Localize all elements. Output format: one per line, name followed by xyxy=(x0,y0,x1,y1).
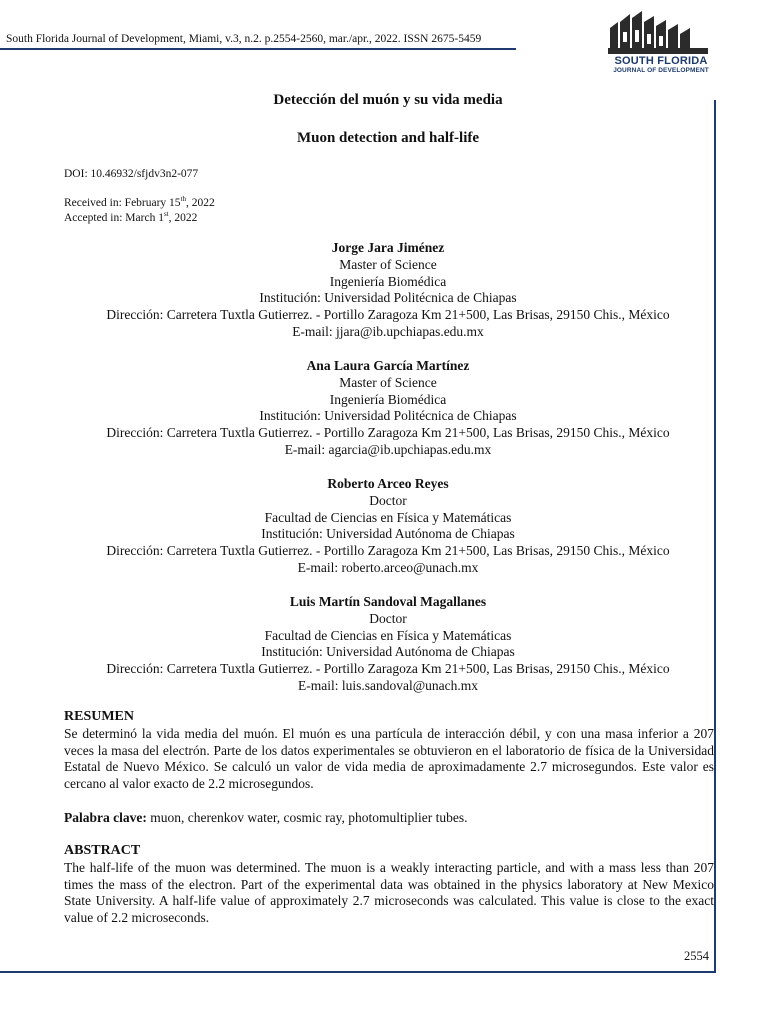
logo-title: SOUTH FLORIDA xyxy=(614,55,708,67)
author-degree: Master of Science xyxy=(339,256,437,272)
received-prefix: Received in: February 15 xyxy=(64,196,181,209)
author-address: Dirección: Carretera Tuxtla Gutierrez. - Portillo Zaragoza Km 21+500, Las Brisas, 29150 Chis., México xyxy=(106,425,670,441)
page-number: 2554 xyxy=(684,949,709,963)
author-email: E-mail: roberto.arceo@unach.mx xyxy=(297,559,479,575)
keywords-text: muon, cherenkov water, cosmic ray, photomultiplier tubes. xyxy=(146,810,468,825)
resumen-heading: RESUMEN xyxy=(64,709,135,724)
title-english: Muon detection and half-life xyxy=(296,130,480,146)
author-email: E-mail: agarcia@ib.upchiapas.edu.mx xyxy=(284,441,492,457)
author-block xyxy=(40,594,736,695)
received-date xyxy=(64,195,215,209)
author-department: Ingeniería Biomédica xyxy=(329,391,447,407)
author-block xyxy=(40,476,736,577)
title-spanish: Detección del muón y su vida media xyxy=(273,92,503,108)
author-institution: Institución: Universidad Autónoma de Chiapas xyxy=(261,526,515,542)
logo-subtitle: JOURNAL OF DEVELOPMENT xyxy=(613,67,709,74)
author-degree: Doctor xyxy=(369,610,407,626)
author-institution: Institución: Universidad Politécnica de Chiapas xyxy=(259,290,517,306)
author-department: Ingeniería Biomédica xyxy=(329,273,447,289)
keywords-label: Palabra clave: xyxy=(64,810,147,825)
accepted-prefix: Accepted in: March 1 xyxy=(64,211,164,224)
author-block xyxy=(40,358,736,459)
author-institution: Institución: Universidad Politécnica de Chiapas xyxy=(259,408,517,424)
author-department: Facultad de Ciencias en Física y Matemáticas xyxy=(264,627,512,643)
author-institution: Institución: Universidad Autónoma de Chiapas xyxy=(261,644,515,660)
author-name: Ana Laura García Martínez xyxy=(306,358,470,373)
resumen-text: Se determinó la vida media del muón. El muón es una partícula de interacción débil, y con una masa inferior a 207 veces la masa del electrón. Parte de los datos experimentales se obtuvieron en el laboratorio de física de la Universidad Estatal de Nuevo México. Se calculó un valor de vida media de aproximadamente 2.7 microsegundos. Este valor es cercano al valor exacto de 2.2 microsegundos. xyxy=(64,725,714,792)
keywords xyxy=(64,810,467,826)
author-name: Jorge Jara Jiménez xyxy=(331,240,445,255)
accepted-suffix: , 2022 xyxy=(168,211,198,224)
resumen-section xyxy=(64,709,714,793)
author-email: E-mail: luis.sandoval@unach.mx xyxy=(297,677,479,693)
abstract-section xyxy=(64,843,714,927)
accepted-date xyxy=(64,210,197,224)
abstract-heading: ABSTRACT xyxy=(64,843,141,858)
author-address: Dirección: Carretera Tuxtla Gutierrez. - Portillo Zaragoza Km 21+500, Las Brisas, 29150 Chis., México xyxy=(106,543,670,559)
received-sup: th xyxy=(180,195,187,203)
author-degree: Master of Science xyxy=(339,374,437,390)
author-address: Dirección: Carretera Tuxtla Gutierrez. - Portillo Zaragoza Km 21+500, Las Brisas, 29150 Chis., México xyxy=(106,307,670,323)
received-suffix: , 2022 xyxy=(186,196,215,209)
author-address: Dirección: Carretera Tuxtla Gutierrez. - Portillo Zaragoza Km 21+500, Las Brisas, 29150 Chis., México xyxy=(106,661,670,677)
header-divider xyxy=(0,48,516,50)
author-degree: Doctor xyxy=(369,492,407,508)
header-citation: South Florida Journal of Development, Miami, v.3, n.2. p.2554-2560, mar./apr., 2022. ISSN 2675-5459 xyxy=(6,33,482,45)
doi: DOI: 10.46932/sfjdv3n2-077 xyxy=(64,168,199,180)
author-department: Facultad de Ciencias en Física y Matemáticas xyxy=(264,509,512,525)
author-name: Roberto Arceo Reyes xyxy=(327,476,449,491)
accepted-sup: st xyxy=(163,210,169,218)
author-block xyxy=(40,240,736,341)
author-email: E-mail: jjara@ib.upchiapas.edu.mx xyxy=(292,323,484,339)
abstract-text: The half-life of the muon was determined. The muon is a weakly interacting particle, and with a mass less than 207 times the mass of the electron. Part of the experimental data was obtained in the physics laboratory at New Mexico State University. A half-life value of approximately 2.7 microseconds was calculated. This value is close to the exact value of 2.2 microseconds. xyxy=(64,859,714,926)
author-name: Luis Martín Sandoval Magallanes xyxy=(289,594,487,609)
bottom-border xyxy=(0,971,716,973)
